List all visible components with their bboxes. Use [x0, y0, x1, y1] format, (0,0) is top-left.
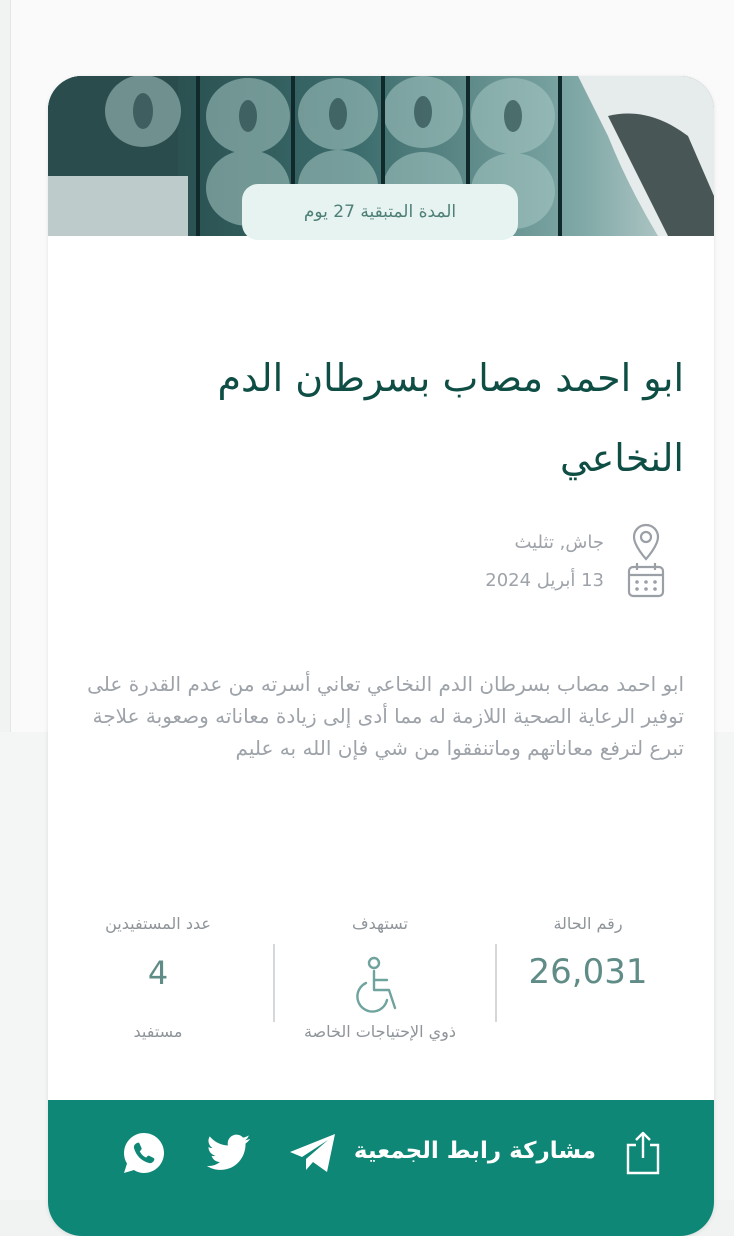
location-row — [514, 522, 666, 562]
target-label: تستهدف — [352, 914, 408, 933]
case-number-value: 26,031 — [528, 952, 648, 992]
share-bar — [48, 1100, 714, 1236]
location-pin-icon — [626, 522, 666, 562]
case-title: ابو احمد مصاب بسرطان الدم النخاعي — [217, 356, 684, 480]
telegram-icon[interactable] — [286, 1130, 340, 1176]
beneficiaries-unit: مستفيد — [133, 1022, 183, 1041]
share-icon[interactable] — [620, 1130, 666, 1176]
share-link-button[interactable]: مشاركة رابط الجمعية — [353, 1138, 596, 1164]
case-card[interactable] — [48, 76, 714, 1236]
beneficiaries-label: عدد المستفيدين — [105, 914, 211, 933]
case-description: ابو احمد مصاب بسرطان الدم النخاعي تعاني أسرته من عدم القدرة على توفير الرعاية الصحية اللازمة له مما أدى إلى زيادة معاناته وصعوبة علاجة تبرع لترفع معاناتهم وماتنفقوا من شي فإن الله به عليم — [87, 672, 684, 760]
twitter-icon[interactable] — [204, 1130, 254, 1176]
calendar-icon — [626, 560, 666, 600]
remaining-duration-badge: المدة المتبقية 27 يوم — [242, 184, 518, 240]
wheelchair-icon — [351, 956, 409, 1018]
date-text: 13 أبريل 2024 — [485, 569, 604, 591]
case-number-label: رقم الحالة — [553, 914, 623, 933]
whatsapp-icon[interactable] — [118, 1130, 170, 1176]
stats-divider — [495, 944, 497, 1022]
target-value: ذوي الإحتياجات الخاصة — [303, 1022, 457, 1041]
stats-divider — [273, 944, 275, 1022]
location-text: جاش, تثليث — [514, 531, 604, 553]
stats-section — [48, 902, 714, 1092]
beneficiaries-value: 4 — [147, 954, 169, 992]
date-row — [485, 560, 666, 600]
